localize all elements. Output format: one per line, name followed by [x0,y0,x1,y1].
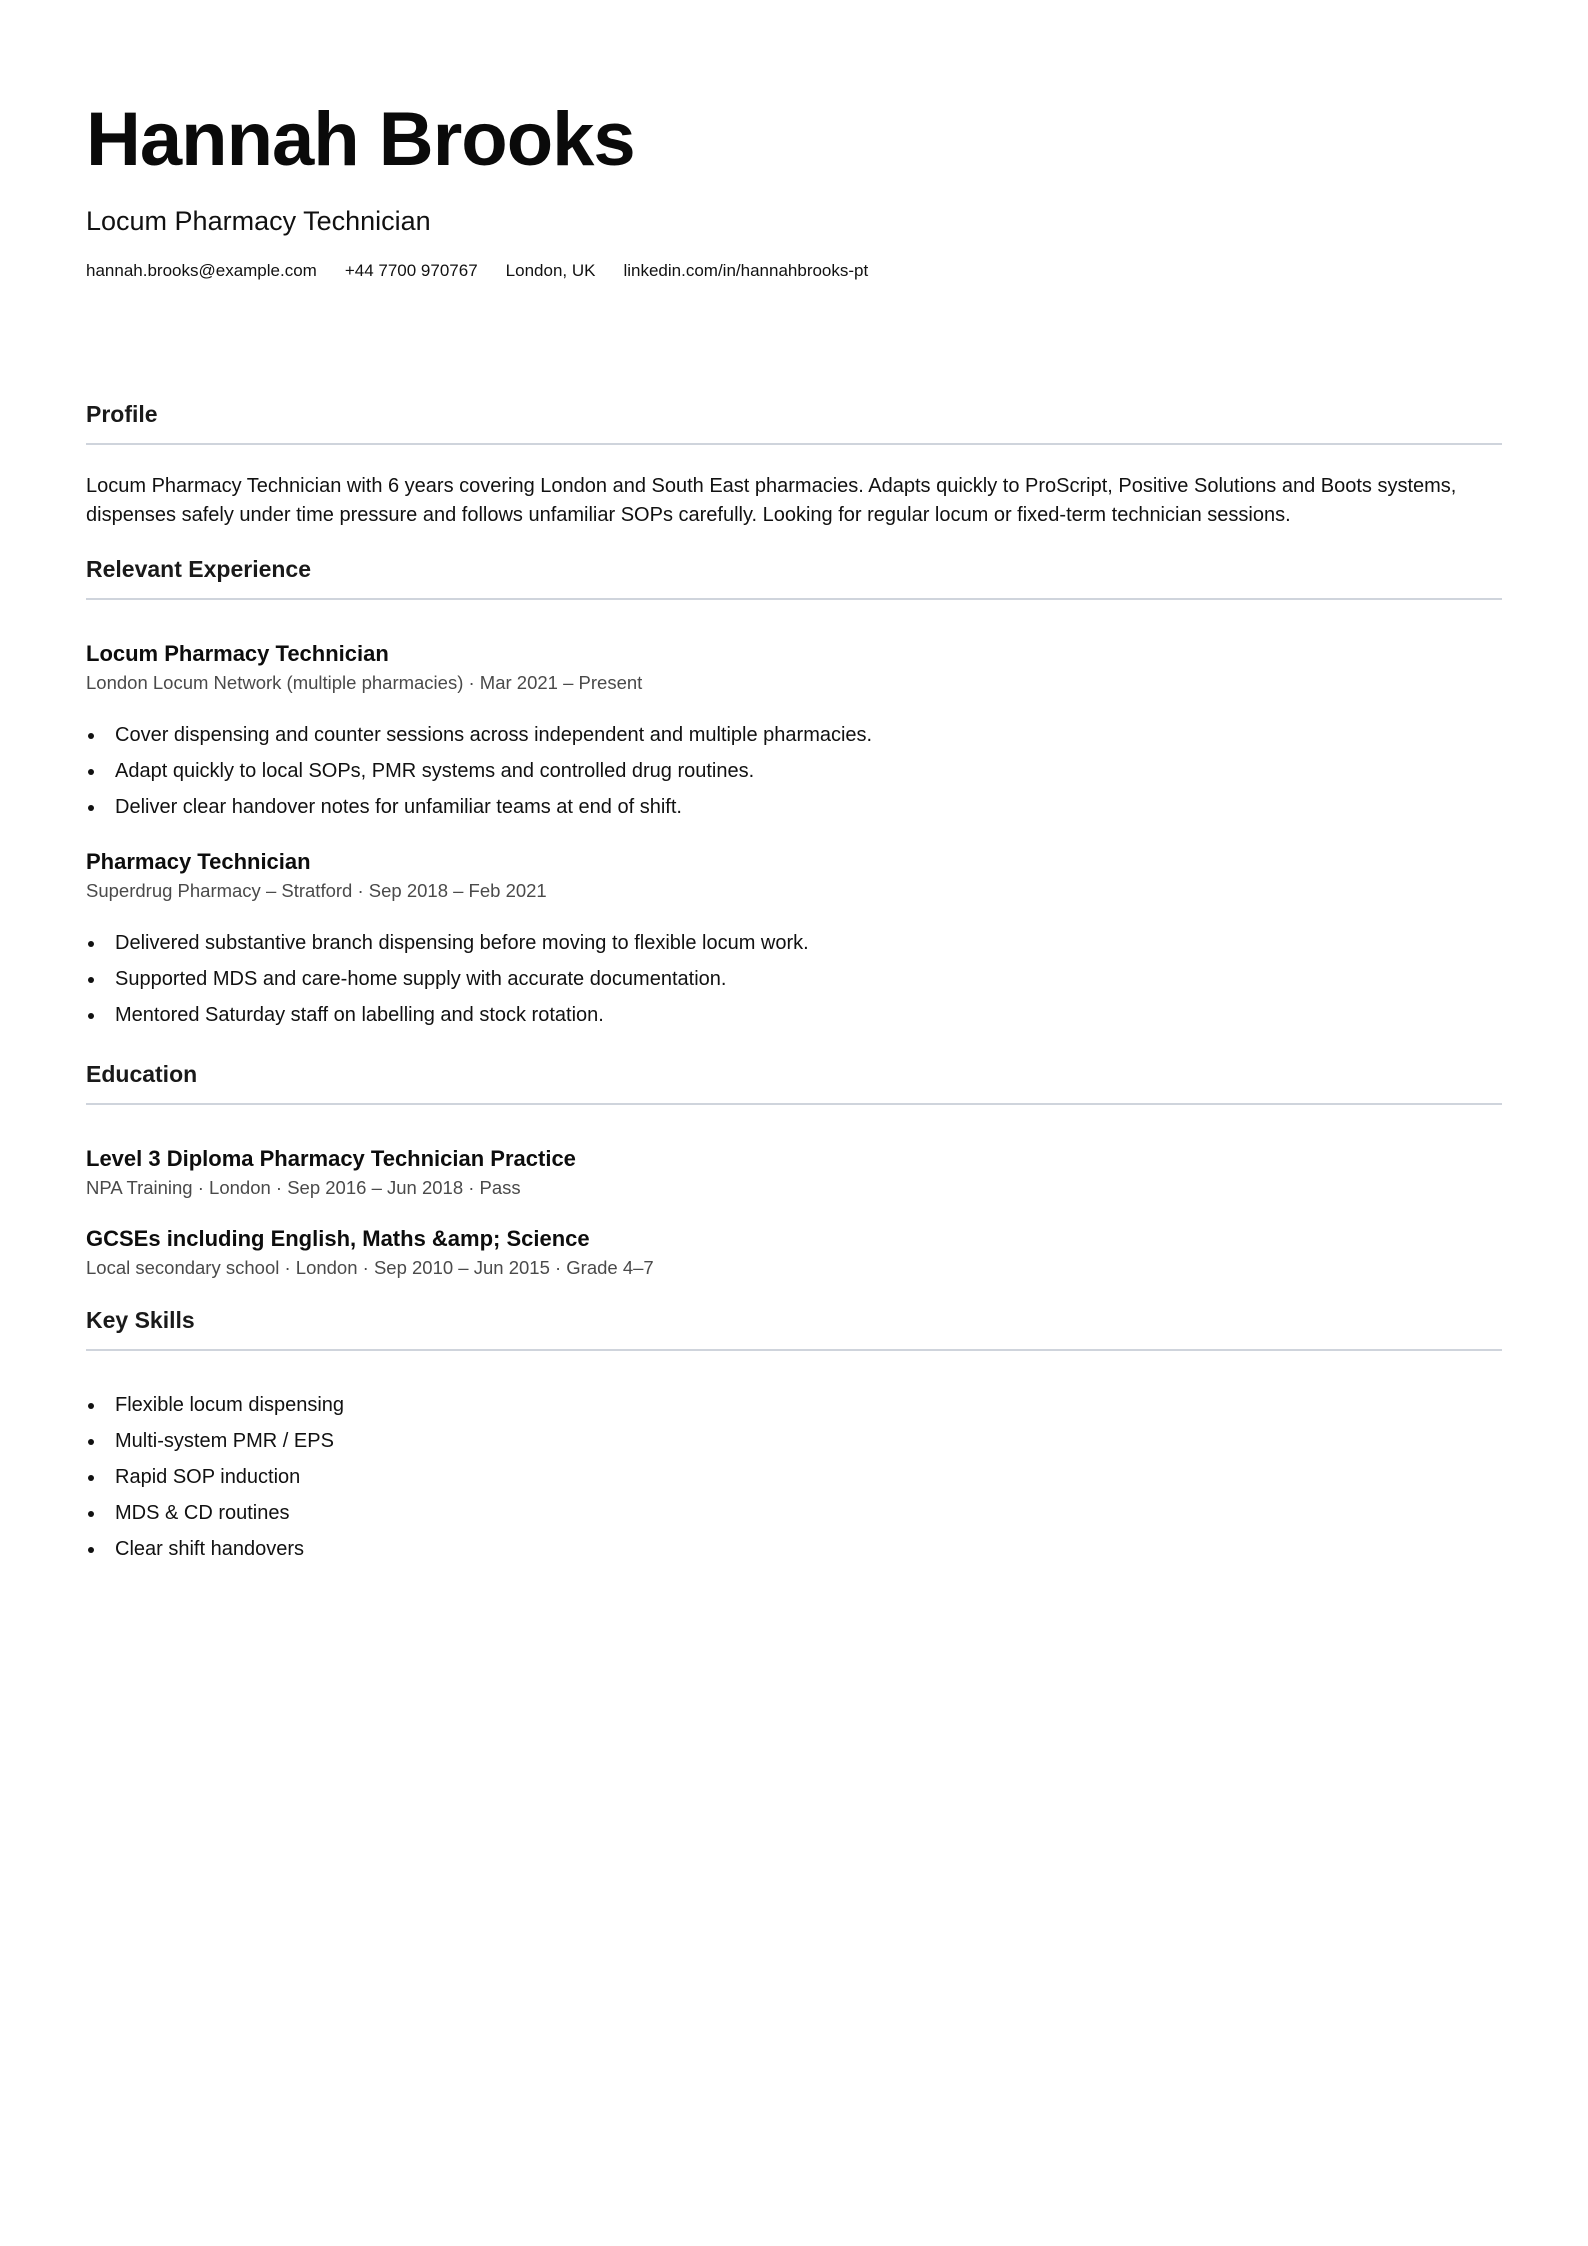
job-bullet: Adapt quickly to local SOPs, PMR systems and controlled drug routines. [86,753,1502,789]
experience-section [86,556,1502,1033]
contact-location: London, UK [505,261,596,280]
skill-item: Clear shift handovers [86,1531,1502,1567]
contact-email: hannah.brooks@example.com [86,261,317,280]
section-heading-skills: Key Skills [86,1307,1502,1351]
skill-item: Rapid SOP induction [86,1459,1502,1495]
job-title: Locum Pharmacy Technician [86,641,389,666]
skill-item: Flexible locum dispensing [86,1387,1502,1423]
contact-linkedin: linkedin.com/in/hannahbrooks-pt [623,261,869,280]
education-entry [86,1146,1502,1199]
contact-phone: +44 7700 970767 [344,261,478,280]
job-bullet: Supported MDS and care-home supply with accurate documentation. [86,961,1502,997]
education-title: GCSEs including English, Maths &amp; Science [86,1226,590,1251]
job-title: Pharmacy Technician [86,849,311,874]
candidate-name: Hannah Brooks [86,97,635,182]
job-entry [86,641,1502,825]
education-entry [86,1226,1502,1279]
job-bullet: Delivered substantive branch dispensing before moving to flexible locum work. [86,925,1502,961]
job-meta: London Locum Network (multiple pharmacies) · Mar 2021 – Present [86,672,643,693]
skill-item: MDS & CD routines [86,1495,1502,1531]
job-bullet: Deliver clear handover notes for unfamiliar teams at end of shift. [86,789,1502,825]
profile-summary: Locum Pharmacy Technician with 6 years covering London and South East pharmacies. Adapts quickly to ProScript, Positive Solutions and Boots systems, dispenses safely under time pressure and follows unfamiliar SOPs carefully. Looking for regular locum or fixed-term technician sessions. [86,475,1457,526]
education-title: Level 3 Diploma Pharmacy Technician Practice [86,1146,576,1171]
section-heading-profile: Profile [86,401,1502,445]
contact-row [86,261,1502,281]
resume-header [86,97,1502,281]
skill-item: Multi-system PMR / EPS [86,1423,1502,1459]
job-meta: Superdrug Pharmacy – Stratford · Sep 2018 – Feb 2021 [86,880,547,901]
education-meta: Local secondary school · London · Sep 2010 – Jun 2015 · Grade 4–7 [86,1257,654,1278]
job-entry [86,849,1502,1033]
job-bullet: Mentored Saturday staff on labelling and stock rotation. [86,997,1502,1033]
section-heading-education: Education [86,1061,1502,1105]
skills-list [86,1387,1502,1567]
section-heading-experience: Relevant Experience [86,556,1502,600]
profile-section [86,401,1502,530]
job-bullets [86,925,1502,1033]
job-bullet: Cover dispensing and counter sessions across independent and multiple pharmacies. [86,717,1502,753]
education-section [86,1061,1502,1279]
job-bullets [86,717,1502,825]
skills-section [86,1307,1502,1567]
candidate-title: Locum Pharmacy Technician [86,206,431,236]
education-meta: NPA Training · London · Sep 2016 – Jun 2018 · Pass [86,1177,521,1198]
